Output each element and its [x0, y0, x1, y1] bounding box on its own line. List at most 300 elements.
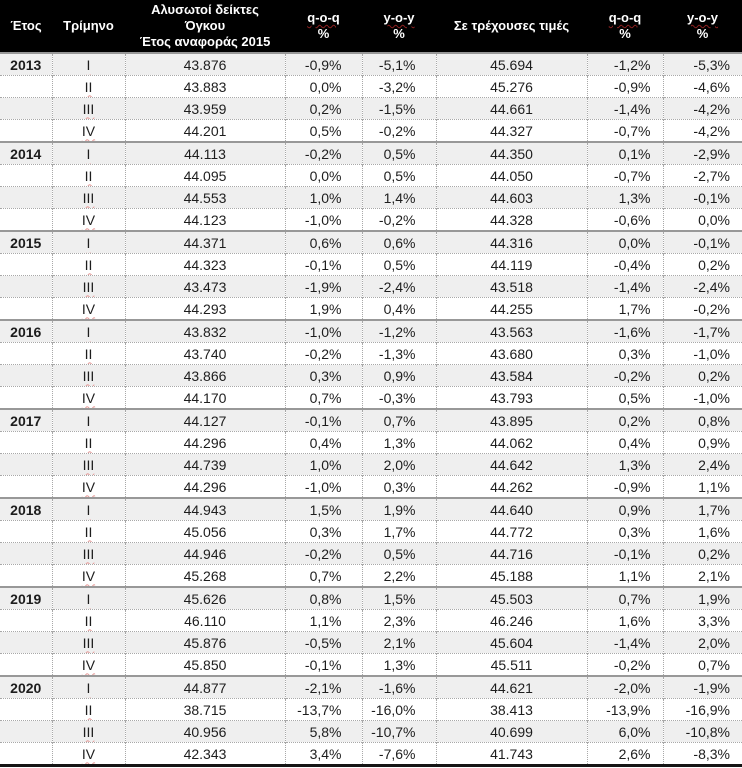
- cell-quarter[interactable]: [52, 76, 125, 98]
- cell-volume-index-value: 44.201: [183, 122, 227, 139]
- cell-current-yoy[interactable]: [663, 320, 742, 343]
- cell-current-yoy[interactable]: [663, 632, 742, 654]
- cell-volume-qoq-value: 0,3%: [309, 523, 342, 540]
- cell-current-yoy[interactable]: [663, 587, 742, 610]
- cell-volume-qoq[interactable]: [285, 365, 362, 387]
- cell-year[interactable]: [0, 432, 52, 454]
- cell-current-prices[interactable]: [436, 610, 587, 632]
- cell-current-yoy[interactable]: [663, 432, 742, 454]
- cell-current-yoy[interactable]: [663, 743, 742, 766]
- cell-current-yoy[interactable]: [663, 298, 742, 321]
- cell-current-yoy[interactable]: [663, 76, 742, 98]
- cell-year[interactable]: [0, 521, 52, 543]
- cell-current-yoy[interactable]: [663, 454, 742, 476]
- cell-current-prices[interactable]: [436, 165, 587, 187]
- cell-volume-index[interactable]: [125, 298, 285, 321]
- cell-volume-index[interactable]: [125, 142, 285, 165]
- cell-year[interactable]: [0, 53, 52, 76]
- cell-volume-qoq[interactable]: [285, 498, 362, 521]
- cell-volume-yoy[interactable]: [362, 565, 436, 588]
- cell-year[interactable]: [0, 231, 52, 254]
- cell-current-qoq[interactable]: [587, 432, 663, 454]
- cell-current-prices-value: 40.699: [490, 723, 533, 740]
- cell-quarter[interactable]: [52, 699, 125, 721]
- cell-current-qoq[interactable]: [587, 610, 663, 632]
- cell-current-prices[interactable]: [436, 498, 587, 521]
- cell-year[interactable]: [0, 298, 52, 321]
- cell-quarter-value: I: [86, 590, 91, 607]
- cell-current-qoq-value: -0,9%: [613, 78, 651, 95]
- cell-year[interactable]: [0, 98, 52, 120]
- cell-volume-index[interactable]: [125, 721, 285, 743]
- cell-current-yoy[interactable]: [663, 98, 742, 120]
- cell-year[interactable]: [0, 676, 52, 699]
- cell-volume-qoq[interactable]: [285, 699, 362, 721]
- cell-current-prices[interactable]: [436, 387, 587, 410]
- cell-quarter[interactable]: [52, 276, 125, 298]
- cell-volume-index[interactable]: [125, 120, 285, 143]
- cell-volume-qoq[interactable]: [285, 676, 362, 699]
- cell-volume-index[interactable]: [125, 454, 285, 476]
- cell-current-yoy[interactable]: [663, 387, 742, 410]
- cell-volume-yoy[interactable]: [362, 343, 436, 365]
- cell-current-qoq-value: 0,7%: [618, 590, 651, 607]
- table-row: [0, 298, 742, 321]
- cell-current-qoq[interactable]: [587, 98, 663, 120]
- cell-current-qoq[interactable]: [587, 743, 663, 766]
- cell-year[interactable]: [0, 565, 52, 588]
- header-year[interactable]: [0, 0, 52, 53]
- cell-quarter[interactable]: [52, 142, 125, 165]
- cell-current-prices[interactable]: [436, 632, 587, 654]
- cell-quarter-value: III: [82, 100, 95, 117]
- cell-current-prices[interactable]: [436, 209, 587, 232]
- cell-volume-yoy[interactable]: [362, 409, 436, 432]
- cell-year[interactable]: [0, 142, 52, 165]
- cell-current-qoq[interactable]: [587, 254, 663, 276]
- cell-year[interactable]: [0, 165, 52, 187]
- cell-current-yoy[interactable]: [663, 543, 742, 565]
- cell-current-prices[interactable]: [436, 187, 587, 209]
- cell-volume-index[interactable]: [125, 610, 285, 632]
- cell-current-qoq[interactable]: [587, 76, 663, 98]
- cell-current-prices-value: 43.895: [490, 412, 533, 429]
- cell-volume-index[interactable]: [125, 187, 285, 209]
- cell-current-qoq[interactable]: [587, 343, 663, 365]
- cell-year[interactable]: [0, 76, 52, 98]
- cell-volume-index[interactable]: [125, 565, 285, 588]
- cell-current-yoy[interactable]: [663, 209, 742, 232]
- cell-year[interactable]: [0, 454, 52, 476]
- header-volume-index[interactable]: [125, 0, 285, 53]
- cell-current-prices[interactable]: [436, 276, 587, 298]
- cell-volume-index-value: 45.268: [183, 567, 227, 584]
- cell-current-yoy[interactable]: [663, 498, 742, 521]
- header-current-qoq[interactable]: [587, 0, 663, 53]
- cell-volume-index[interactable]: [125, 476, 285, 499]
- cell-quarter[interactable]: [52, 320, 125, 343]
- cell-current-yoy[interactable]: [663, 187, 742, 209]
- cell-volume-yoy[interactable]: [362, 298, 436, 321]
- cell-volume-index[interactable]: [125, 587, 285, 610]
- cell-quarter[interactable]: [52, 543, 125, 565]
- cell-quarter[interactable]: [52, 454, 125, 476]
- cell-current-prices[interactable]: [436, 298, 587, 321]
- cell-year[interactable]: [0, 587, 52, 610]
- cell-current-prices[interactable]: [436, 53, 587, 76]
- year-group-2020: [0, 676, 742, 766]
- table-row: [0, 209, 742, 232]
- cell-volume-yoy[interactable]: [362, 276, 436, 298]
- cell-year[interactable]: [0, 343, 52, 365]
- cell-volume-qoq-value: 0,6%: [309, 234, 342, 251]
- cell-current-qoq[interactable]: [587, 521, 663, 543]
- cell-current-yoy[interactable]: [663, 165, 742, 187]
- cell-current-prices[interactable]: [436, 98, 587, 120]
- cell-current-prices[interactable]: [436, 521, 587, 543]
- cell-quarter[interactable]: [52, 120, 125, 143]
- cell-current-yoy[interactable]: [663, 231, 742, 254]
- cell-volume-index[interactable]: [125, 98, 285, 120]
- cell-current-yoy[interactable]: [663, 142, 742, 165]
- cell-year[interactable]: [0, 543, 52, 565]
- cell-current-yoy[interactable]: [663, 254, 742, 276]
- cell-current-yoy[interactable]: [663, 721, 742, 743]
- cell-volume-yoy[interactable]: [362, 610, 436, 632]
- header-quarter-label: Τρίμηνο: [63, 17, 114, 33]
- cell-year[interactable]: [0, 187, 52, 209]
- cell-current-qoq[interactable]: [587, 387, 663, 410]
- cell-volume-yoy[interactable]: [362, 521, 436, 543]
- cell-volume-yoy[interactable]: [362, 320, 436, 343]
- cell-volume-qoq[interactable]: [285, 565, 362, 588]
- cell-volume-yoy[interactable]: [362, 543, 436, 565]
- cell-volume-qoq[interactable]: [285, 76, 362, 98]
- cell-current-qoq[interactable]: [587, 209, 663, 232]
- cell-quarter[interactable]: [52, 743, 125, 766]
- cell-volume-index[interactable]: [125, 632, 285, 654]
- cell-volume-index[interactable]: [125, 165, 285, 187]
- cell-volume-yoy[interactable]: [362, 142, 436, 165]
- cell-volume-yoy[interactable]: [362, 432, 436, 454]
- cell-current-prices[interactable]: [436, 743, 587, 766]
- cell-volume-index[interactable]: [125, 365, 285, 387]
- cell-current-yoy[interactable]: [663, 409, 742, 432]
- cell-quarter[interactable]: [52, 209, 125, 232]
- cell-current-qoq[interactable]: [587, 298, 663, 321]
- cell-current-yoy[interactable]: [663, 676, 742, 699]
- cell-volume-index[interactable]: [125, 543, 285, 565]
- cell-volume-qoq[interactable]: [285, 298, 362, 321]
- header-current-prices[interactable]: [436, 0, 587, 53]
- cell-volume-index[interactable]: [125, 521, 285, 543]
- table-row: [0, 721, 742, 743]
- cell-volume-index[interactable]: [125, 498, 285, 521]
- cell-current-yoy[interactable]: [663, 565, 742, 588]
- cell-year[interactable]: [0, 387, 52, 410]
- cell-year[interactable]: [0, 743, 52, 766]
- cell-current-qoq[interactable]: [587, 498, 663, 521]
- cell-quarter[interactable]: [52, 231, 125, 254]
- cell-volume-yoy[interactable]: [362, 676, 436, 699]
- cell-year[interactable]: [0, 610, 52, 632]
- cell-current-qoq[interactable]: [587, 365, 663, 387]
- cell-volume-yoy-value: -0,3%: [378, 389, 416, 406]
- cell-current-qoq[interactable]: [587, 699, 663, 721]
- cell-volume-qoq[interactable]: [285, 209, 362, 232]
- cell-volume-qoq[interactable]: [285, 53, 362, 76]
- cell-volume-yoy-value: 1,4%: [383, 189, 416, 206]
- cell-quarter[interactable]: [52, 521, 125, 543]
- cell-volume-qoq[interactable]: [285, 521, 362, 543]
- cell-volume-yoy[interactable]: [362, 632, 436, 654]
- cell-volume-index[interactable]: [125, 276, 285, 298]
- cell-volume-qoq[interactable]: [285, 632, 362, 654]
- cell-volume-qoq[interactable]: [285, 98, 362, 120]
- cell-current-yoy[interactable]: [663, 120, 742, 143]
- cell-year[interactable]: [0, 476, 52, 499]
- header-quarter[interactable]: [52, 0, 125, 53]
- cell-volume-index[interactable]: [125, 743, 285, 766]
- cell-current-yoy[interactable]: [663, 276, 742, 298]
- cell-volume-index[interactable]: [125, 254, 285, 276]
- cell-quarter[interactable]: [52, 298, 125, 321]
- cell-volume-qoq[interactable]: [285, 743, 362, 766]
- cell-quarter[interactable]: [52, 610, 125, 632]
- cell-volume-index[interactable]: [125, 343, 285, 365]
- cell-volume-yoy[interactable]: [362, 165, 436, 187]
- cell-current-prices[interactable]: [436, 142, 587, 165]
- cell-current-yoy-value: 1,7%: [698, 501, 730, 518]
- cell-year[interactable]: [0, 498, 52, 521]
- cell-current-qoq[interactable]: [587, 543, 663, 565]
- cell-current-prices[interactable]: [436, 409, 587, 432]
- cell-volume-index[interactable]: [125, 76, 285, 98]
- cell-volume-qoq[interactable]: [285, 543, 362, 565]
- cell-volume-yoy[interactable]: [362, 387, 436, 410]
- cell-current-qoq-value: -0,6%: [613, 211, 651, 228]
- cell-year[interactable]: [0, 721, 52, 743]
- cell-volume-yoy[interactable]: [362, 587, 436, 610]
- cell-current-yoy[interactable]: [663, 476, 742, 499]
- cell-volume-yoy[interactable]: [362, 498, 436, 521]
- cell-current-qoq[interactable]: [587, 187, 663, 209]
- cell-current-prices[interactable]: [436, 721, 587, 743]
- cell-quarter[interactable]: [52, 98, 125, 120]
- cell-quarter[interactable]: [52, 165, 125, 187]
- cell-current-qoq[interactable]: [587, 632, 663, 654]
- cell-current-prices[interactable]: [436, 231, 587, 254]
- cell-volume-yoy[interactable]: [362, 187, 436, 209]
- cell-year[interactable]: [0, 120, 52, 143]
- cell-volume-qoq-value: -0,1%: [304, 656, 342, 673]
- cell-current-qoq[interactable]: [587, 120, 663, 143]
- cell-volume-qoq[interactable]: [285, 231, 362, 254]
- cell-current-yoy[interactable]: [663, 521, 742, 543]
- cell-volume-yoy[interactable]: [362, 120, 436, 143]
- cell-current-prices-value: 45.188: [490, 567, 533, 584]
- cell-current-qoq[interactable]: [587, 320, 663, 343]
- cell-volume-qoq[interactable]: [285, 587, 362, 610]
- cell-quarter[interactable]: [52, 432, 125, 454]
- cell-volume-index[interactable]: [125, 654, 285, 677]
- cell-quarter[interactable]: [52, 365, 125, 387]
- cell-quarter-value: I: [86, 679, 91, 696]
- cell-volume-qoq[interactable]: [285, 476, 362, 499]
- cell-current-qoq[interactable]: [587, 676, 663, 699]
- cell-volume-qoq[interactable]: [285, 432, 362, 454]
- cell-current-qoq[interactable]: [587, 142, 663, 165]
- cell-current-yoy[interactable]: [663, 654, 742, 677]
- cell-current-yoy[interactable]: [663, 53, 742, 76]
- cell-volume-qoq[interactable]: [285, 254, 362, 276]
- cell-current-prices[interactable]: [436, 320, 587, 343]
- cell-volume-qoq[interactable]: [285, 276, 362, 298]
- cell-quarter[interactable]: [52, 53, 125, 76]
- cell-current-prices[interactable]: [436, 254, 587, 276]
- cell-year[interactable]: [0, 699, 52, 721]
- cell-current-qoq[interactable]: [587, 476, 663, 499]
- cell-volume-index[interactable]: [125, 387, 285, 410]
- cell-quarter[interactable]: [52, 498, 125, 521]
- cell-current-qoq[interactable]: [587, 565, 663, 588]
- cell-volume-yoy[interactable]: [362, 53, 436, 76]
- cell-current-qoq[interactable]: [587, 454, 663, 476]
- cell-quarter[interactable]: [52, 409, 125, 432]
- cell-current-prices[interactable]: [436, 565, 587, 588]
- cell-year[interactable]: [0, 276, 52, 298]
- cell-current-prices[interactable]: [436, 587, 587, 610]
- cell-volume-qoq[interactable]: [285, 387, 362, 410]
- cell-year-value: 2016: [10, 323, 42, 340]
- cell-quarter[interactable]: [52, 476, 125, 499]
- cell-quarter[interactable]: [52, 343, 125, 365]
- cell-year[interactable]: [0, 209, 52, 232]
- cell-volume-yoy-value: 0,4%: [383, 300, 416, 317]
- cell-quarter[interactable]: [52, 254, 125, 276]
- table-row: [0, 632, 742, 654]
- cell-volume-qoq[interactable]: [285, 187, 362, 209]
- cell-volume-index-value: 44.943: [183, 501, 227, 518]
- cell-current-qoq[interactable]: [587, 276, 663, 298]
- cell-volume-index[interactable]: [125, 231, 285, 254]
- cell-current-prices[interactable]: [436, 432, 587, 454]
- year-group-2017: [0, 409, 742, 498]
- cell-quarter[interactable]: [52, 587, 125, 610]
- cell-year[interactable]: [0, 320, 52, 343]
- cell-current-prices[interactable]: [436, 654, 587, 677]
- cell-current-yoy[interactable]: [663, 343, 742, 365]
- cell-volume-qoq[interactable]: [285, 454, 362, 476]
- cell-current-yoy-value: 0,0%: [698, 211, 730, 228]
- cell-quarter[interactable]: [52, 721, 125, 743]
- cell-volume-qoq[interactable]: [285, 142, 362, 165]
- cell-volume-qoq[interactable]: [285, 320, 362, 343]
- cell-quarter[interactable]: [52, 676, 125, 699]
- cell-volume-yoy[interactable]: [362, 76, 436, 98]
- cell-volume-index[interactable]: [125, 53, 285, 76]
- cell-volume-yoy[interactable]: [362, 231, 436, 254]
- cell-current-qoq[interactable]: [587, 587, 663, 610]
- cell-volume-index[interactable]: [125, 320, 285, 343]
- cell-current-qoq[interactable]: [587, 721, 663, 743]
- cell-volume-yoy[interactable]: [362, 721, 436, 743]
- cell-volume-qoq[interactable]: [285, 120, 362, 143]
- table-row: [0, 365, 742, 387]
- header-volume-qoq[interactable]: [285, 0, 362, 53]
- cell-quarter[interactable]: [52, 654, 125, 677]
- cell-volume-index[interactable]: [125, 409, 285, 432]
- cell-current-prices[interactable]: [436, 454, 587, 476]
- cell-volume-qoq[interactable]: [285, 610, 362, 632]
- cell-volume-yoy[interactable]: [362, 209, 436, 232]
- cell-current-qoq[interactable]: [587, 231, 663, 254]
- cell-year[interactable]: [0, 654, 52, 677]
- cell-current-prices[interactable]: [436, 365, 587, 387]
- cell-current-prices[interactable]: [436, 76, 587, 98]
- cell-current-yoy[interactable]: [663, 699, 742, 721]
- cell-volume-index[interactable]: [125, 432, 285, 454]
- cell-current-prices[interactable]: [436, 543, 587, 565]
- cell-volume-qoq[interactable]: [285, 654, 362, 677]
- cell-volume-yoy[interactable]: [362, 476, 436, 499]
- header-volume-yoy[interactable]: [362, 0, 436, 53]
- header-current-yoy[interactable]: [663, 0, 742, 53]
- cell-year[interactable]: [0, 632, 52, 654]
- cell-current-yoy[interactable]: [663, 365, 742, 387]
- cell-current-qoq[interactable]: [587, 165, 663, 187]
- cell-volume-qoq[interactable]: [285, 343, 362, 365]
- cell-year[interactable]: [0, 409, 52, 432]
- cell-volume-index-value: 44.739: [183, 456, 227, 473]
- cell-volume-yoy[interactable]: [362, 699, 436, 721]
- cell-volume-qoq-value: -0,1%: [304, 412, 342, 429]
- cell-quarter[interactable]: [52, 187, 125, 209]
- cell-current-qoq[interactable]: [587, 654, 663, 677]
- cell-quarter[interactable]: [52, 565, 125, 588]
- cell-quarter[interactable]: [52, 632, 125, 654]
- cell-volume-index-value: 44.113: [184, 145, 226, 162]
- cell-current-qoq[interactable]: [587, 53, 663, 76]
- cell-current-prices[interactable]: [436, 699, 587, 721]
- cell-volume-yoy[interactable]: [362, 98, 436, 120]
- cell-quarter-value: IV: [81, 478, 96, 495]
- cell-current-prices[interactable]: [436, 120, 587, 143]
- cell-volume-yoy[interactable]: [362, 743, 436, 766]
- cell-quarter-value: IV: [81, 122, 96, 139]
- cell-current-qoq[interactable]: [587, 409, 663, 432]
- cell-volume-yoy[interactable]: [362, 365, 436, 387]
- cell-year[interactable]: [0, 365, 52, 387]
- cell-volume-qoq[interactable]: [285, 409, 362, 432]
- cell-current-prices[interactable]: [436, 476, 587, 499]
- cell-volume-index[interactable]: [125, 676, 285, 699]
- cell-volume-qoq[interactable]: [285, 721, 362, 743]
- cell-volume-index[interactable]: [125, 699, 285, 721]
- cell-year[interactable]: [0, 254, 52, 276]
- cell-volume-yoy[interactable]: [362, 654, 436, 677]
- cell-volume-yoy[interactable]: [362, 454, 436, 476]
- cell-quarter[interactable]: [52, 387, 125, 410]
- cell-volume-yoy[interactable]: [362, 254, 436, 276]
- cell-current-qoq-value: 0,3%: [618, 345, 651, 362]
- cell-volume-qoq[interactable]: [285, 165, 362, 187]
- cell-current-prices[interactable]: [436, 676, 587, 699]
- cell-current-yoy[interactable]: [663, 610, 742, 632]
- cell-volume-yoy-value: -10,7%: [371, 723, 416, 740]
- cell-volume-index[interactable]: [125, 209, 285, 232]
- cell-current-prices[interactable]: [436, 343, 587, 365]
